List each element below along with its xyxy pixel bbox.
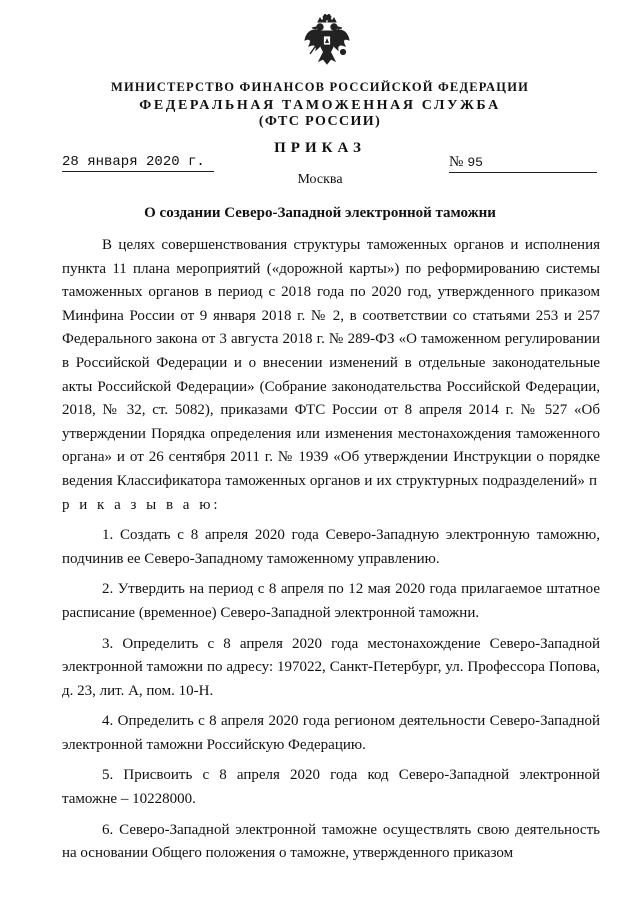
service-name: ФЕДЕРАЛЬНАЯ ТАМОЖЕННАЯ СЛУЖБА (139, 98, 501, 113)
service-abbreviation: (ФТС РОССИИ) (258, 114, 382, 129)
order-heading: ПРИКАЗ (274, 140, 366, 156)
document-body (62, 234, 600, 873)
document-title: О создании Северо-Западной электронной таможни (144, 205, 496, 221)
order-number-value: 95 (467, 155, 483, 170)
order-date: 28 января 2020 г. (62, 154, 214, 172)
order-word: п р и к а з ы в а ю: (62, 472, 601, 513)
preamble-paragraph (62, 234, 600, 517)
ministry-name: МИНИСТЕРСТВО ФИНАНСОВ РОССИЙСКОЙ ФЕДЕРАЦИИ (110, 80, 530, 94)
item-2-paragraph: 2. Утвердить на период с 8 апреля по 12 мая 2020 года прилагаемое штатное расписание (временное) Северо-Западной электронной таможни. (62, 581, 600, 621)
issue-city: Москва (297, 172, 343, 187)
item-4-paragraph: 4. Определить с 8 апреля 2020 года регионом деятельности Северо-Западной электронной таможни Российскую Федерацию. (62, 713, 600, 753)
item-3-paragraph: 3. Определить с 8 апреля 2020 года местонахождение Северо-Западной электронной таможни по адресу: 197022, Санкт-Петербург, ул. Профессора Попова, д. 23, лит. А, пом. 10-Н. (62, 635, 600, 699)
preamble-text: В целях совершенствования структуры таможенных органов и исполнения пункта 11 плана мероприятий («дорожной карты») по реформированию системы таможенных органов в период с 2018 года по 2020 год, утвержденного приказом Минфина России от 9 января 2018 г. № 2, в соответствии со статьями 253 и 257 Федерального закона от 3 августа 2018 г. № 289-ФЗ «О таможенном регулировании в Российской Федерации и о внесении изменений в отдельные законодательные акты Российской Федерации» (Собрание законодательства Российской Федерации, 2018, № 32, ст. 5082), приказами ФТС России от 8 апреля 2014 г. № 527 «Об утверждении Порядка определения или изменения местонахождения таможенного органа» и от 26 сентября 2011 г. № 1939 «Об утверждении Инструкции о порядке ведения Классификатора таможенных органов и их структурных подразделений» (62, 237, 600, 489)
item-5-paragraph: 5. Присвоить с 8 апреля 2020 года код Северо-Западной электронной таможне – 10228000. (62, 767, 600, 808)
russian-coat-of-arms-icon (304, 14, 350, 66)
number-sign: № (449, 154, 464, 170)
item-1-paragraph: 1. Создать с 8 апреля 2020 года Северо-Западную электронную таможню, подчинив ее Северо-Западному таможенному управлению. (62, 527, 600, 567)
item-6-paragraph: 6. Северо-Западной электронной таможне осуществлять свою деятельность на основании Общего положения о таможне, утвержденного приказом (62, 821, 600, 862)
order-number (449, 154, 597, 173)
